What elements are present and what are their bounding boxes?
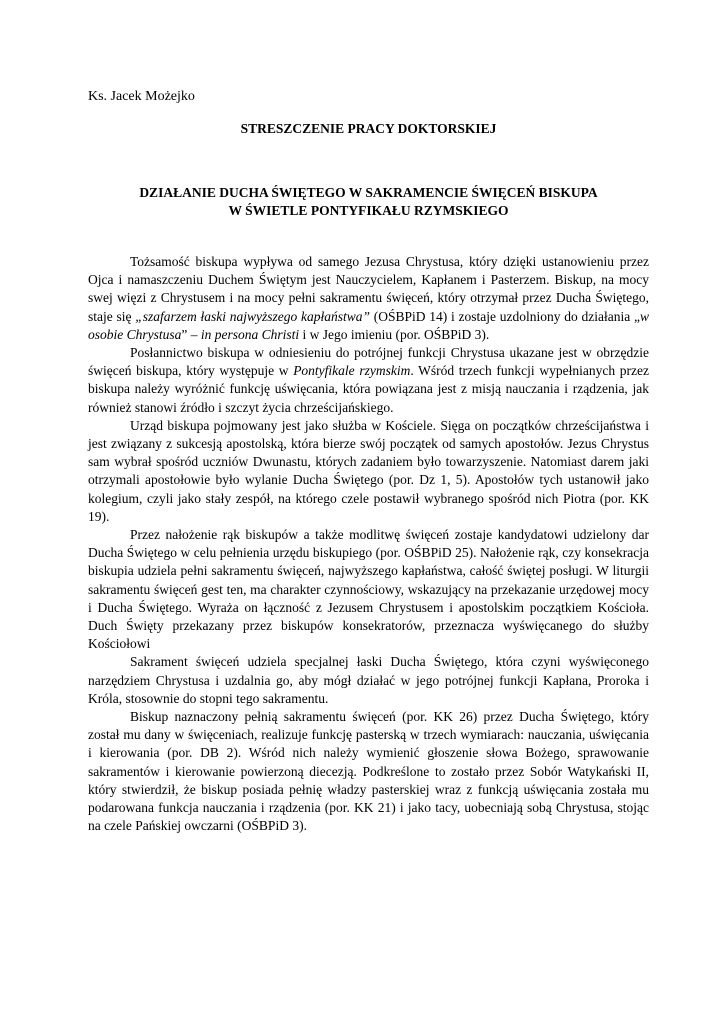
paragraph-1-phrase: w osobie Chrystusa: [88, 308, 649, 342]
paragraph-1: [88, 253, 649, 344]
paragraph-2: [88, 344, 649, 417]
paragraph-3: Urząd biskupa pojmowany jest jako służba w Kościele. Sięga on początków chrześcijaństwa i jest związany z sukcesją apostolską, która bierze swój początek od samych apostołów. Jezus Chrystus sam wybrał spośród uczniów Dwunastu, których zadaniem było towarzyszenie. Natomiast darem jaki otrzymali apostołowie było wylanie Ducha Świętego (por. Dz 1, 5). Apostołów tych ustanowił jako kolegium, czyli jako stały zespół, na którego czele postawił wybranego spośród nich Piotra (por. KK 19).: [88, 417, 649, 524]
paragraph-1-text-c: (OŚBPiD 14) i zostaje uzdolniony do działania „: [370, 308, 640, 324]
paragraph-2-book-title: Pontyfikale rzymskim: [293, 363, 411, 379]
paragraph-2-text-c: . Wśród trzech funkcji wypełnianych przez biskupa należy wyróżnić funkcję uświęcania, która powiązana jest z misją nauczania i rządzenia, jak również stanowi źródło i szczyt życia chrześcijańskiego.: [88, 363, 649, 415]
document-label: STRESZCZENIE PRACY DOKTORSKIEJ: [240, 121, 497, 136]
paragraph-1-latin: in persona Christi: [200, 326, 300, 342]
title-line-1: DZIAŁANIE DUCHA ŚWIĘTEGO W SAKRAMENCIE ŚWIĘCEŃ BISKUPA: [139, 185, 598, 200]
document-body: [88, 253, 649, 836]
paragraph-1-quote: „szafarzem łaski najwyższego kapłaństwa”: [135, 308, 371, 324]
paragraph-6: Biskup naznaczony pełnią sakramentu święceń (por. KK 26) przez Ducha Świętego, który został mu dany w święceniach, realizuje funkcję pasterską w trzech wymiarach: nauczania, uświęcania i kierowania (por. DB 2). Wśród nich należy wymienić głoszenie słowa Bożego, sprawowanie sakramentów i kierowanie powierzoną diecezją. Podkreślone to zostało przez Sobór Watykański II, który stwierdził, że biskup posiada pełnię władzy pasterskiej wraz z funkcją uświęcania została mu podarowana funkcja nauczania i rządzenia (por. KK 21) i jako tacy, uobecniają sobą Chrystusa, stojąc na czele Pańskiej owczarni (OŚBPiD 3).: [88, 709, 649, 834]
paragraph-1-text-a: Tożsamość biskupa wypływa od samego Jezusa Chrystusa, który dzięki ustanowieniu przez Ojca i namaszczeniu Duchem Świętym jest Nauczycielem, Kapłanem i Pasterzem. Biskup, na mocy swej więzi z Chrystusem i na mocy pełni sakramentu święceń, który otrzymał przez Ducha Świętego, staje się: [88, 254, 649, 324]
paragraph-4: Przez nałożenie rąk biskupów a także modlitwę święceń zostaje kandydatowi udzielony dar Ducha Świętego w celu pełnienia urzędu biskupiego (por. OŚBPiD 25). Nałożenie rąk, czy konsekracja biskupia udziela pełni sakramentu święceń, najwyższego kapłaństwa, całość świętej posługi. W liturgii sakramentu święceń gest ten, ma charakter czynnościowy, wskazujący na przekazanie urzędowej mocy i Ducha Świętego. Wyraża on łączność z Jezusem Chrystusem i apostolskim początkiem Kościoła. Duch Święty przekazany przez biskupów konsekratorów, przeznacza wyświęcanego do służby Kościołowi: [88, 527, 649, 652]
document-title: [88, 184, 649, 220]
title-line-2: W ŚWIETLE PONTYFIKAŁU RZYMSKIEGO: [228, 203, 509, 218]
paragraph-1-text-e: ” –: [181, 326, 201, 342]
paragraph-2-text-a: Posłannictwo biskupa w odniesieniu do potrójnej funkcji Chrystusa ukazane jest w obrzędzie święceń biskupa, który występuje w: [88, 345, 649, 379]
paragraph-1-text-g: i w Jego imieniu (por. OŚBPiD 3).: [299, 326, 490, 342]
paragraph-5: Sakrament święceń udziela specjalnej łaski Ducha Świętego, która czyni wyświęconego narzędziem Chrystusa i uzdalnia go, aby mógł działać w jego potrójnej funkcji Kapłana, Proroka i Króla, stosownie do stopni tego sakramentu.: [88, 654, 649, 706]
author-name: Ks. Jacek Możejko: [88, 89, 195, 104]
